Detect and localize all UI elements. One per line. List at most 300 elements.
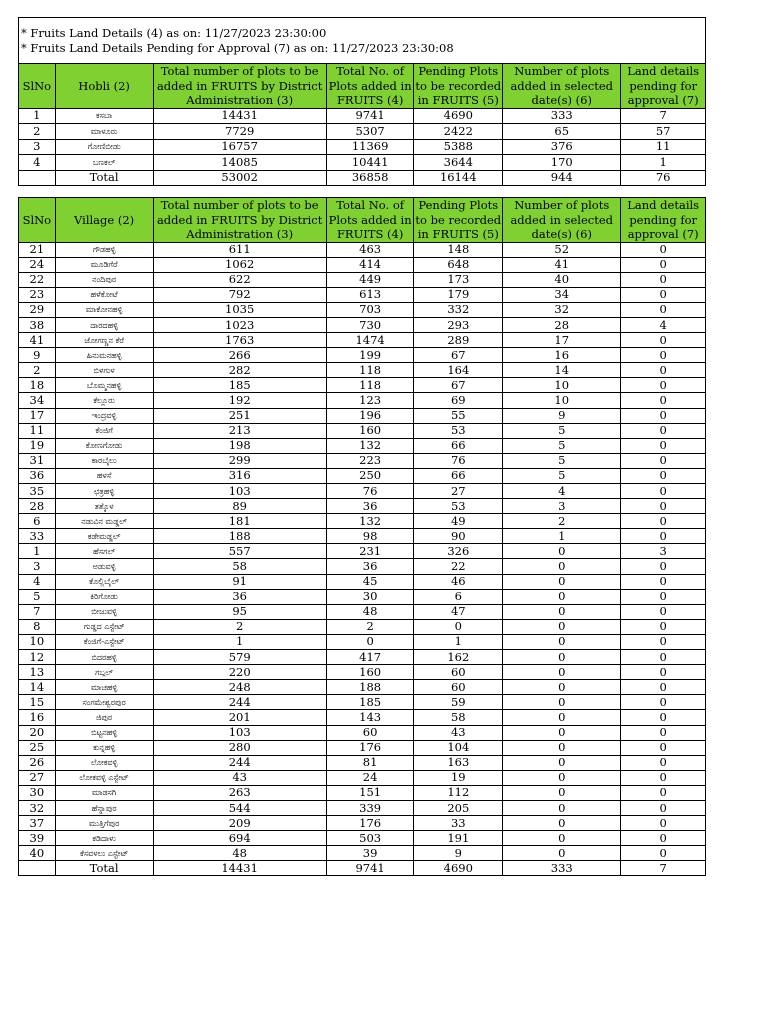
table-cell: 5 — [19, 589, 56, 604]
table-cell: 0 — [621, 272, 706, 287]
table-cell: 14431 — [153, 108, 326, 124]
table-cell: 5388 — [414, 139, 503, 155]
table-row — [19, 619, 706, 634]
name-cell: ಲೋಕವಳ್ಳಿ ಎಸ್ಟೇಟ್ — [55, 770, 153, 785]
table-cell: 3644 — [414, 155, 503, 171]
table-cell: 250 — [326, 468, 414, 483]
table-cell: 58 — [414, 710, 503, 725]
table-cell: 0 — [503, 680, 621, 695]
table-cell: 32 — [19, 800, 56, 815]
name-cell: ಇಂದ್ರವಳ್ಳಿ — [55, 408, 153, 423]
name-cell: ಹಳೆಕೋಟೆ — [55, 287, 153, 302]
table-cell: 30 — [326, 589, 414, 604]
table-cell: 11 — [621, 139, 706, 155]
name-cell: ದಾರದಹಳ್ಳಿ — [55, 317, 153, 332]
table-cell: 0 — [621, 710, 706, 725]
name-cell: ಗೌಡಹಳ್ಳಿ — [55, 242, 153, 257]
table-row — [19, 755, 706, 770]
table-cell: 333 — [503, 861, 621, 876]
table-cell: 160 — [326, 423, 414, 438]
column-header: Total No. of Plots added in FRUITS (4) — [326, 198, 414, 243]
table-cell: 53002 — [153, 170, 326, 186]
table-cell: 1 — [621, 155, 706, 171]
table-cell: 103 — [153, 484, 326, 499]
table-row — [19, 468, 706, 483]
table-cell: 10441 — [326, 155, 414, 171]
name-cell: ಕಡಿದಾಳು — [55, 831, 153, 846]
table-row — [19, 317, 706, 332]
table-cell: 376 — [503, 139, 621, 155]
table-cell: 0 — [621, 438, 706, 453]
table-cell: 3 — [19, 559, 56, 574]
table-cell: 46 — [414, 574, 503, 589]
table-cell: 38 — [19, 317, 56, 332]
table-cell: 622 — [153, 272, 326, 287]
table-cell: 0 — [621, 800, 706, 815]
table-cell: 557 — [153, 544, 326, 559]
table-cell: 24 — [19, 257, 56, 272]
table-cell: 35 — [19, 484, 56, 499]
table-cell: 0 — [503, 755, 621, 770]
table-cell: 1023 — [153, 317, 326, 332]
name-cell: ಹೆನ್ನಾಪುರ — [55, 800, 153, 815]
table-cell: 544 — [153, 800, 326, 815]
table-cell — [19, 861, 56, 876]
table-cell: 14 — [19, 680, 56, 695]
table-cell: 26 — [19, 755, 56, 770]
table-cell: 5 — [503, 423, 621, 438]
name-cell: ಮುತ್ತಿಗೆಪುರ — [55, 816, 153, 831]
table-cell: 59 — [414, 695, 503, 710]
table-cell: 118 — [326, 378, 414, 393]
table-cell: 209 — [153, 816, 326, 831]
table-cell: 16 — [503, 348, 621, 363]
table-row — [19, 770, 706, 785]
table-cell: 9741 — [326, 108, 414, 124]
table-cell: 18 — [19, 378, 56, 393]
name-cell: ಕಡೇಮಡ್ಡಲ್ — [55, 529, 153, 544]
table-cell: 463 — [326, 242, 414, 257]
table-cell: 57 — [621, 124, 706, 140]
table-cell: 1035 — [153, 302, 326, 317]
table-cell: 9 — [503, 408, 621, 423]
table-cell: 4 — [503, 484, 621, 499]
table-row — [19, 695, 706, 710]
table-cell: 11 — [19, 423, 56, 438]
name-cell: ಜಿಪುರ — [55, 710, 153, 725]
table-cell: 33 — [19, 529, 56, 544]
name-cell: ಹಿನುಮನಹಳ್ಳಿ — [55, 348, 153, 363]
table-cell: 2422 — [414, 124, 503, 140]
table-cell: 143 — [326, 710, 414, 725]
table-cell: 0 — [503, 846, 621, 861]
table-cell: 60 — [414, 665, 503, 680]
table-cell: 2 — [19, 363, 56, 378]
table-row — [19, 257, 706, 272]
table-cell: 52 — [503, 242, 621, 257]
table-row — [19, 378, 706, 393]
name-cell: Total — [55, 170, 153, 186]
name-cell: ಹಳಸೆ — [55, 468, 153, 483]
table-cell: 176 — [326, 816, 414, 831]
table-cell: 16144 — [414, 170, 503, 186]
table-cell: 0 — [621, 846, 706, 861]
table-cell: 0 — [621, 695, 706, 710]
name-cell: ಲೋಕವಳ್ಳಿ — [55, 755, 153, 770]
table-cell: 5 — [503, 453, 621, 468]
table-cell: 0 — [621, 393, 706, 408]
table-row — [19, 589, 706, 604]
table-cell: 76 — [326, 484, 414, 499]
name-cell: ಕಿರಿಗೋಡು — [55, 589, 153, 604]
table-cell: 293 — [414, 317, 503, 332]
table-cell: 205 — [414, 800, 503, 815]
table-cell: 251 — [153, 408, 326, 423]
table-cell: 0 — [621, 348, 706, 363]
name-cell: ಜೋಗಣ್ಣನ ಕೆರೆ — [55, 333, 153, 348]
table-cell: 2 — [326, 619, 414, 634]
column-header: Land details pending for approval (7) — [621, 64, 706, 109]
table-cell: 9741 — [326, 861, 414, 876]
table-row — [19, 846, 706, 861]
table-cell: 191 — [414, 831, 503, 846]
table-cell: 0 — [621, 333, 706, 348]
table-cell: 198 — [153, 438, 326, 453]
table-cell: 10 — [19, 634, 56, 649]
name-cell: ಮಾಡಸಗಿ — [55, 785, 153, 800]
column-header: Number of plots added in selected date(s) (6) — [503, 64, 621, 109]
table-cell: 19 — [19, 438, 56, 453]
table-cell: 282 — [153, 363, 326, 378]
name-cell: ಬಣಕಲ್ — [55, 155, 153, 171]
table-cell: 103 — [153, 725, 326, 740]
table-cell: 280 — [153, 740, 326, 755]
table-cell: 33 — [414, 816, 503, 831]
fruits-land-details-line: * Fruits Land Details (4) as on: 11/27/2023 23:30:00 — [21, 26, 327, 40]
table-cell: 0 — [621, 770, 706, 785]
table-cell: 7 — [621, 861, 706, 876]
table-row — [19, 710, 706, 725]
column-header: Total number of plots to be added in FRUITS by District Administration (3) — [153, 64, 326, 109]
name-cell: ಅಡುವಳ್ಳಿ — [55, 559, 153, 574]
name-cell: ಕೋಣಗೋಡು — [55, 438, 153, 453]
table-cell: 4690 — [414, 108, 503, 124]
table-cell: 16757 — [153, 139, 326, 155]
table-cell: 201 — [153, 710, 326, 725]
table-cell: 1 — [503, 529, 621, 544]
table-cell: 2 — [153, 619, 326, 634]
name-cell: ಮೂಡಿಗೆರೆ — [55, 257, 153, 272]
table-cell: 0 — [503, 619, 621, 634]
table-header-row — [19, 64, 706, 109]
table-cell: 163 — [414, 755, 503, 770]
column-header: Hobli (2) — [55, 64, 153, 109]
table-cell: 22 — [414, 559, 503, 574]
table-row — [19, 559, 706, 574]
table-row — [19, 544, 706, 559]
table-cell: 69 — [414, 393, 503, 408]
table-cell: 299 — [153, 453, 326, 468]
table-cell: 10 — [503, 393, 621, 408]
table-cell: 0 — [621, 574, 706, 589]
table-row — [19, 800, 706, 815]
table-cell: 694 — [153, 831, 326, 846]
table-cell: 1 — [153, 634, 326, 649]
name-cell: ಛತ್ರಹಳ್ಳಿ — [55, 484, 153, 499]
table-cell: 89 — [153, 499, 326, 514]
name-cell: ನಂದಿಪುರ — [55, 272, 153, 287]
table-cell: 613 — [326, 287, 414, 302]
table-cell: 13 — [19, 665, 56, 680]
table-cell: 1 — [19, 108, 56, 124]
table-cell: 263 — [153, 785, 326, 800]
table-cell: 49 — [414, 514, 503, 529]
table-cell: 45 — [326, 574, 414, 589]
table-row — [19, 348, 706, 363]
table-cell: 1 — [414, 634, 503, 649]
table-cell: 41 — [503, 257, 621, 272]
name-cell: ಕೆಂಜಿಗೆ — [55, 423, 153, 438]
name-cell: ಕೆಲ್ಲೂರು — [55, 393, 153, 408]
table-cell: 244 — [153, 755, 326, 770]
table-row — [19, 861, 706, 876]
table-cell: 0 — [621, 680, 706, 695]
table-cell: 60 — [414, 680, 503, 695]
table-row — [19, 725, 706, 740]
table-cell: 3 — [621, 544, 706, 559]
table-cell: 326 — [414, 544, 503, 559]
table-cell: 28 — [19, 499, 56, 514]
name-cell: ಬೊಮ್ಮನಹಳ್ಳಿ — [55, 378, 153, 393]
table-cell: 36 — [19, 468, 56, 483]
table-cell: 244 — [153, 695, 326, 710]
table-cell: 1 — [19, 544, 56, 559]
table-cell: 162 — [414, 650, 503, 665]
column-header: SlNo — [19, 64, 56, 109]
table-cell: 55 — [414, 408, 503, 423]
table-cell: 266 — [153, 348, 326, 363]
table-cell: 0 — [503, 725, 621, 740]
village-details-table — [18, 197, 706, 876]
table-cell: 53 — [414, 499, 503, 514]
table-cell: 188 — [326, 680, 414, 695]
table-cell: 7 — [621, 108, 706, 124]
table-cell: 132 — [326, 438, 414, 453]
table-cell: 223 — [326, 453, 414, 468]
table-cell: 41 — [19, 333, 56, 348]
table-cell: 151 — [326, 785, 414, 800]
table-cell: 148 — [414, 242, 503, 257]
table-row — [19, 287, 706, 302]
table-cell: 192 — [153, 393, 326, 408]
name-cell: ಕೆಂಜಿಗೆ-ಎಸ್ಟೇಟ್ — [55, 634, 153, 649]
table-cell: 0 — [621, 634, 706, 649]
table-cell: 792 — [153, 287, 326, 302]
table-cell: 91 — [153, 574, 326, 589]
name-cell: ಮಾಳೂರು — [55, 124, 153, 140]
table-row — [19, 514, 706, 529]
table-cell: 220 — [153, 665, 326, 680]
table-cell: 160 — [326, 665, 414, 680]
table-cell: 43 — [153, 770, 326, 785]
table-cell: 0 — [621, 453, 706, 468]
table-cell: 0 — [621, 559, 706, 574]
table-cell: 7 — [19, 604, 56, 619]
table-cell: 579 — [153, 650, 326, 665]
table-cell: 333 — [503, 108, 621, 124]
table-cell: 199 — [326, 348, 414, 363]
table-cell: 0 — [621, 740, 706, 755]
column-header: Land details pending for approval (7) — [621, 198, 706, 243]
column-header: Number of plots added in selected date(s) (6) — [503, 198, 621, 243]
table-cell: 39 — [19, 831, 56, 846]
table-row — [19, 650, 706, 665]
table-cell: 21 — [19, 242, 56, 257]
table-cell: 39 — [326, 846, 414, 861]
name-cell: ಕೊಲ್ಲಿಬೈಲ್ — [55, 574, 153, 589]
table-cell: 76 — [414, 453, 503, 468]
table-cell: 104 — [414, 740, 503, 755]
table-row — [19, 785, 706, 800]
table-cell: 9 — [414, 846, 503, 861]
table-cell: 25 — [19, 740, 56, 755]
table-cell: 22 — [19, 272, 56, 287]
table-cell: 29 — [19, 302, 56, 317]
table-cell: 6 — [414, 589, 503, 604]
table-cell: 60 — [326, 725, 414, 740]
table-cell: 76 — [621, 170, 706, 186]
table-cell: 3 — [19, 139, 56, 155]
table-cell: 185 — [153, 378, 326, 393]
table-cell: 0 — [621, 257, 706, 272]
table-cell: 248 — [153, 680, 326, 695]
table-cell: 10 — [503, 378, 621, 393]
table-cell: 0 — [621, 604, 706, 619]
table-cell: 414 — [326, 257, 414, 272]
table-row — [19, 438, 706, 453]
name-cell: ಹೆಸಗಲ್ — [55, 544, 153, 559]
table-cell: 332 — [414, 302, 503, 317]
table-cell: 118 — [326, 363, 414, 378]
table-cell: 90 — [414, 529, 503, 544]
table-cell: 7729 — [153, 124, 326, 140]
table-cell: 27 — [414, 484, 503, 499]
table-cell: 1474 — [326, 333, 414, 348]
table-cell: 0 — [503, 574, 621, 589]
table-cell: 0 — [503, 800, 621, 815]
column-header: Pending Plots to be recorded in FRUITS (5) — [415, 198, 502, 241]
table-cell: 2 — [503, 514, 621, 529]
table-cell: 98 — [326, 529, 414, 544]
table-cell: 0 — [621, 302, 706, 317]
table-cell: 24 — [326, 770, 414, 785]
table-cell: 12 — [19, 650, 56, 665]
table-cell: 36 — [326, 559, 414, 574]
name-cell: ಕುನ್ನಹಳ್ಳಿ — [55, 740, 153, 755]
table-row — [19, 604, 706, 619]
table-cell: 17 — [503, 333, 621, 348]
table-cell: 0 — [503, 604, 621, 619]
table-cell: 67 — [414, 348, 503, 363]
column-header: SlNo — [19, 198, 56, 243]
table-cell: 4 — [621, 317, 706, 332]
table-cell: 4 — [19, 574, 56, 589]
name-cell: ಬೀಜುವಳ್ಳಿ — [55, 604, 153, 619]
table-cell: 14 — [503, 363, 621, 378]
table-cell: 1763 — [153, 333, 326, 348]
table-cell: 48 — [153, 846, 326, 861]
table-cell: 67 — [414, 378, 503, 393]
column-header: Pending Plots to be recorded in FRUITS (5) — [415, 64, 502, 107]
name-cell: Total — [55, 861, 153, 876]
table-cell: 28 — [503, 317, 621, 332]
table-cell: 81 — [326, 755, 414, 770]
name-cell: ಮಾಚಹಳ್ಳಿ — [55, 680, 153, 695]
table-cell: 5 — [503, 468, 621, 483]
table-cell: 48 — [326, 604, 414, 619]
table-row — [19, 816, 706, 831]
table-cell: 0 — [621, 514, 706, 529]
table-cell: 14085 — [153, 155, 326, 171]
table-cell: 0 — [503, 544, 621, 559]
table-cell: 95 — [153, 604, 326, 619]
table-cell: 47 — [414, 604, 503, 619]
table-row — [19, 484, 706, 499]
table-cell: 0 — [503, 831, 621, 846]
table-row — [19, 302, 706, 317]
table-cell: 339 — [326, 800, 414, 815]
table-cell: 0 — [621, 785, 706, 800]
table-cell: 58 — [153, 559, 326, 574]
table-cell: 0 — [621, 831, 706, 846]
table-cell: 196 — [326, 408, 414, 423]
table-cell: 5307 — [326, 124, 414, 140]
table-row — [19, 272, 706, 287]
table-cell: 289 — [414, 333, 503, 348]
table-cell: 170 — [503, 155, 621, 171]
table-cell: 27 — [19, 770, 56, 785]
table-cell: 0 — [621, 499, 706, 514]
table-cell: 6 — [19, 514, 56, 529]
table-cell: 176 — [326, 740, 414, 755]
table-row — [19, 499, 706, 514]
table-cell: 0 — [621, 589, 706, 604]
name-cell: ಗುಡ್ಡದ ಎಸ್ಟೇಟ್ — [55, 619, 153, 634]
table-row — [19, 124, 706, 140]
table-cell: 0 — [503, 710, 621, 725]
table-cell: 4690 — [414, 861, 503, 876]
name-cell: ಕಾರಬೈಲು — [55, 453, 153, 468]
table-cell: 449 — [326, 272, 414, 287]
table-cell: 188 — [153, 529, 326, 544]
table-cell: 19 — [414, 770, 503, 785]
table-row — [19, 242, 706, 257]
table-cell: 648 — [414, 257, 503, 272]
table-row — [19, 139, 706, 155]
table-cell: 213 — [153, 423, 326, 438]
table-cell: 0 — [621, 725, 706, 740]
table-cell: 0 — [621, 242, 706, 257]
table-cell: 14431 — [153, 861, 326, 876]
table-cell: 0 — [414, 619, 503, 634]
table-cell: 36858 — [326, 170, 414, 186]
table-cell: 503 — [326, 831, 414, 846]
table-cell: 0 — [503, 634, 621, 649]
name-cell: ಕಸಬಾ — [55, 108, 153, 124]
name-cell: ಬಿಳಗುಳ — [55, 363, 153, 378]
name-cell: ಬಿದರಹಳ್ಳಿ — [55, 650, 153, 665]
name-cell: ಕೆಸವಳಲು ಎಸ್ಟೇಟ್ — [55, 846, 153, 861]
